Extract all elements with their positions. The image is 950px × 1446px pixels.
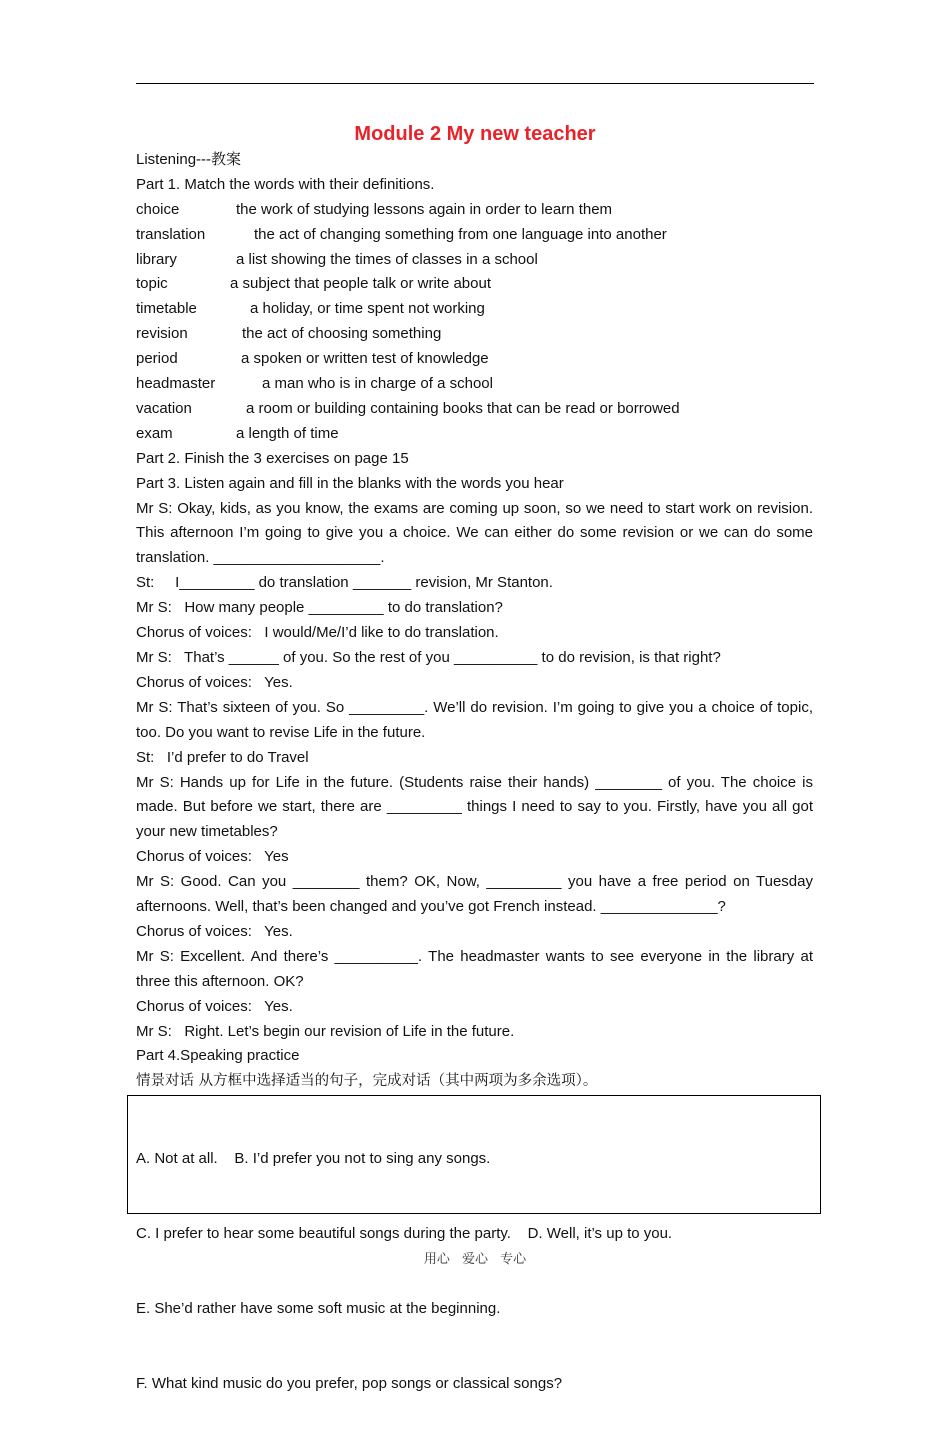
options-list [136, 1096, 672, 1446]
dialogue-line: Chorus of voices: Yes. [136, 673, 293, 691]
match-definition: the work of studying lessons again in order to learn them [236, 200, 613, 218]
dialogue-line: Mr S: Excellent. And there’s __________. The headmaster wants to see everyone in the library at three this afternoon. OK? [136, 947, 813, 990]
document-body [136, 148, 813, 1094]
part4-heading: Part 4.Speaking practice [136, 1047, 300, 1065]
match-word: vacation [136, 399, 192, 417]
part3-heading: Part 3. Listen again and fill in the blanks with the words you hear [136, 474, 564, 492]
match-definition: a man who is in charge of a school [262, 375, 493, 393]
part2-heading: Part 2. Finish the 3 exercises on page 15 [136, 449, 409, 467]
subtitle: Listening---教案 [136, 151, 242, 168]
match-word: translation [136, 225, 206, 243]
option-line: E. She’d rather have some soft music at the beginning. [136, 1300, 501, 1317]
list-item [136, 198, 813, 223]
dialogue-line: Chorus of voices: Yes [136, 848, 289, 866]
list-item [136, 347, 813, 372]
match-definition: a holiday, or time spent not working [250, 300, 485, 318]
dialogue-line: Mr S: Good. Can you ________ them? OK, Now, _________ you have a free period on Tuesday afternoons. Well, that’s been changed and you’ve got French instead. ______________? [136, 873, 813, 916]
list-item [136, 223, 813, 248]
option-line: C. I prefer to hear some beautiful songs during the party. D. Well, it’s up to you. [136, 1225, 673, 1242]
match-word: revision [136, 325, 188, 343]
list-item [136, 397, 813, 422]
dialogue-line: Chorus of voices: Yes. [136, 922, 293, 940]
match-definition: a length of time [236, 424, 339, 442]
match-word: exam [136, 424, 173, 442]
dialogue-line: Mr S: Hands up for Life in the future. (Students raise their hands) ________ of you. The choice is made. But before we start, there are _________ things I need to say to you. Firstly, have you all got your new timetables? [136, 773, 813, 841]
option-line: A. Not at all. B. I’d prefer you not to sing any songs. [136, 1150, 491, 1167]
dialogue [136, 497, 813, 1045]
match-word: library [136, 250, 177, 268]
dialogue-line: Chorus of voices: Yes. [136, 997, 293, 1015]
dialogue-line: Mr S: How many people _________ to do translation? [136, 599, 503, 617]
match-word: headmaster [136, 375, 216, 393]
match-definition: the act of changing something from one language into another [254, 225, 667, 243]
list-item [136, 297, 813, 322]
match-word: period [136, 350, 178, 368]
dialogue-line: St: I’d prefer to do Travel [136, 748, 309, 766]
match-word: topic [136, 275, 168, 293]
match-definition: a room or building containing books that can be read or borrowed [246, 399, 680, 417]
match-definition: a list showing the times of classes in a school [236, 250, 538, 268]
match-word: choice [136, 200, 180, 218]
list-item [136, 272, 813, 297]
match-definition: a subject that people talk or write about [230, 275, 491, 293]
part4-instruction: 情景对话 从方框中选择适当的句子，完成对话（其中两项为多余选项）。 [136, 1073, 598, 1090]
dialogue-line: Mr S: Okay, kids, as you know, the exams are coming up soon, so we need to start work on revision. This afternoon I’m going to give you a choice. We can either do some revision or we can do some translation. ____________________. [136, 499, 813, 567]
dialogue-line: Mr S: That’s sixteen of you. So _________. We’ll do revision. I’m going to give you a choice of topic, too. Do you want to revise Life in the future. [136, 698, 813, 741]
dialogue-line: Chorus of voices: I would/Me/I’d like to do translation. [136, 624, 499, 642]
page-footer: 用心 爱心 专心 [423, 1252, 527, 1267]
header-rule [136, 83, 814, 84]
option-line: F. What kind music do you prefer, pop songs or classical songs? [136, 1375, 563, 1392]
matching-list [136, 198, 813, 447]
list-item [136, 422, 813, 447]
match-word: timetable [136, 300, 197, 318]
match-definition: a spoken or written test of knowledge [241, 350, 489, 368]
dialogue-line: Mr S: Right. Let’s begin our revision of Life in the future. [136, 1022, 515, 1040]
dialogue-line: Mr S: That’s ______ of you. So the rest of you __________ to do revision, is that right? [136, 648, 721, 666]
match-definition: the act of choosing something [242, 325, 442, 343]
list-item [136, 372, 813, 397]
page-title: Module 2 My new teacher [354, 123, 596, 145]
part1-heading: Part 1. Match the words with their definitions. [136, 175, 435, 193]
list-item [136, 322, 813, 347]
list-item [136, 248, 813, 273]
dialogue-line: St: I_________ do translation _______ revision, Mr Stanton. [136, 574, 553, 592]
